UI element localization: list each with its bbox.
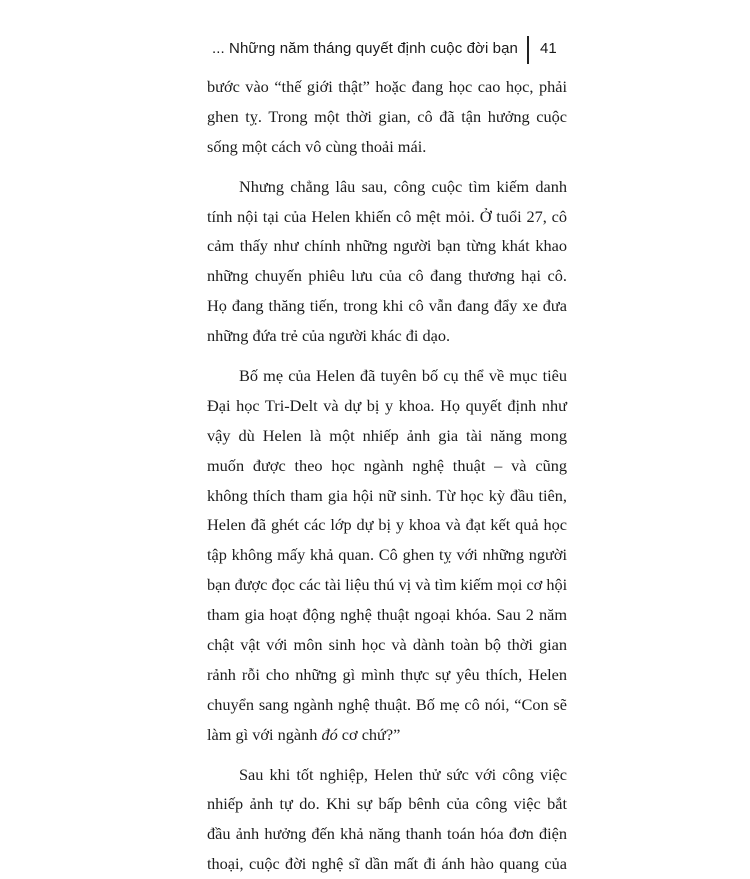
text-line: những chuyến phiêu lưu của cô đang thương hại cô. (207, 266, 567, 286)
text-run: làm gì với ngành (207, 724, 322, 744)
text-line: Họ đang thăng tiến, trong khi cô vẫn đang đẩy xe đưa (207, 296, 567, 316)
text-line: muốn được theo học ngành nghệ thuật – và cũng (207, 455, 567, 475)
header-divider (527, 36, 529, 64)
text-line: đầu ảnh hưởng đến khả năng thanh toán hóa đơn điện (207, 824, 567, 844)
text-line: rảnh rỗi cho những gì mình thực sự yêu thích, Helen (207, 664, 567, 684)
page-number: 41 (540, 40, 557, 57)
chapter-title: ... Những năm tháng quyết định cuộc đời bạn (211, 40, 518, 57)
body-text (207, 72, 567, 879)
text-line: bạn được đọc các tài liệu thú vị và tìm kiếm mọi cơ hội (207, 575, 568, 595)
text-line: Bố mẹ của Helen đã tuyên bố cụ thể về mục tiêu (239, 366, 567, 386)
text-line: sống một cách vô cùng thoải mái. (207, 136, 427, 156)
text-line: Helen đã ghét các lớp dự bị y khoa và đạt kết quả học (207, 515, 567, 535)
text-line: nhiếp ảnh tự do. Khi sự bấp bênh của công việc bắt (207, 794, 567, 814)
text-line: tham gia hoạt động nghệ thuật ngoại khóa. Sau 2 năm (207, 605, 567, 625)
text-line: tập không mấy khả quan. Cô ghen tỵ với những người (207, 545, 567, 565)
text-line: Đại học Tri-Delt và dự bị y khoa. Họ quyết định như (207, 395, 567, 415)
text-line: Nhưng chẳng lâu sau, công cuộc tìm kiếm danh (239, 176, 567, 196)
emphasis-text: đó (321, 724, 338, 744)
text-line: chật vật với môn sinh học và dành toàn bộ thời gian (207, 635, 567, 655)
text-line: tính nội tại của Helen khiến cô mệt mỏi. Ở tuổi 27, cô (207, 206, 567, 226)
text-run: cơ chứ?” (337, 724, 401, 744)
text-line: thoại, cuộc đời nghệ sĩ dần mất đi ánh hào quang của (207, 854, 567, 874)
text-line: những đứa trẻ của người khác đi dạo. (207, 326, 451, 346)
text-line: ghen tỵ. Trong một thời gian, cô đã tận hưởng cuộc (207, 106, 567, 126)
text-line: chuyển sang ngành nghệ thuật. Bố mẹ cô nói, “Con sẽ (207, 694, 567, 714)
text-line: cảm thấy như chính những người bạn từng khát khao (207, 236, 567, 256)
text-line: bước vào “thế giới thật” hoặc đang học cao học, phải (207, 77, 567, 96)
running-header (0, 36, 750, 68)
text-line: Sau khi tốt nghiệp, Helen thử sức với công việc (239, 764, 567, 784)
text-line (207, 720, 567, 750)
text-line: không thích tham gia hội nữ sinh. Từ học kỳ đầu tiên, (207, 485, 567, 505)
text-line: vậy dù Helen là một nhiếp ảnh gia tài năng mong (207, 425, 567, 445)
